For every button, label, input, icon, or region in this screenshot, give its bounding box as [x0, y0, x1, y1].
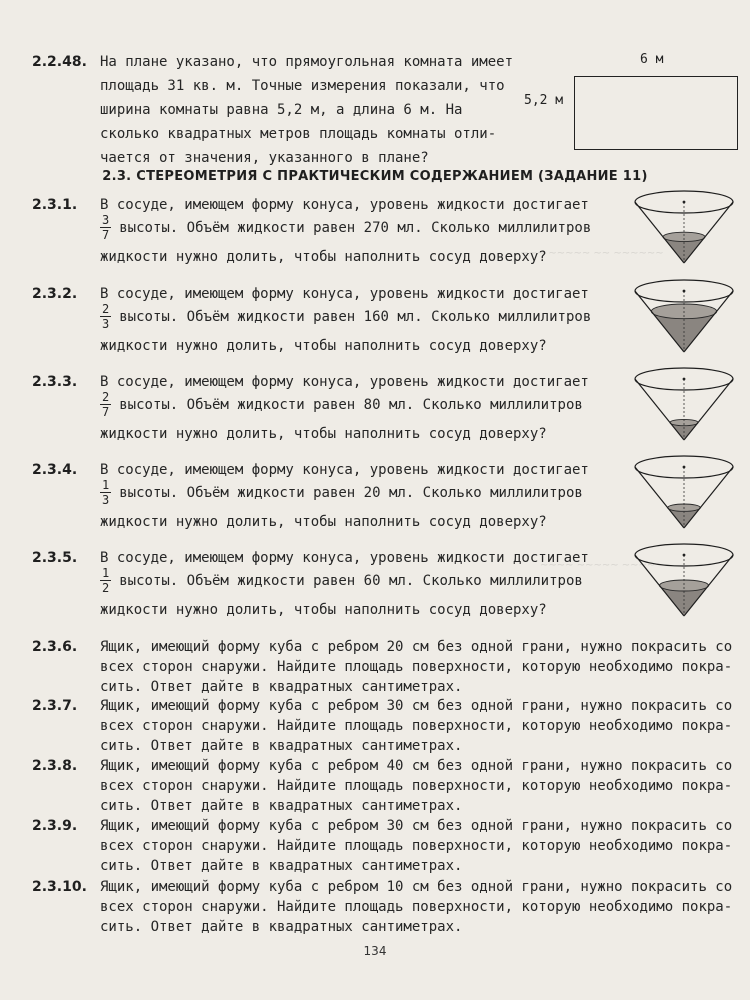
text-line: В сосуде, имеющем форму конуса, уровень жидкости достигает — [100, 286, 589, 302]
fraction-line — [100, 566, 589, 598]
height-fraction — [100, 566, 111, 595]
text-line: сить. Ответ дайте в квадратных сантиметрах. — [100, 679, 463, 695]
bleed-through: ~~~ ~~~~~ ~~ ~~~~~~ — [520, 248, 664, 259]
fraction-numerator: 1 — [102, 478, 110, 492]
text-line: Ящик, имеющий форму куба с ребром 30 см без одной грани, нужно покрасить со — [100, 818, 733, 834]
text-line: сить. Ответ дайте в квадратных сантиметрах. — [100, 798, 463, 814]
text-line: Ящик, имеющий форму куба с ребром 10 см без одной грани, нужно покрасить со — [100, 879, 733, 895]
fraction-denominator: 3 — [102, 493, 110, 507]
text-line: жидкости нужно долить, чтобы наполнить сосуд доверху? — [100, 249, 547, 265]
problem-number: 2.3.3. — [32, 374, 78, 390]
text-line: В сосуде, имеющем форму конуса, уровень жидкости достигает — [100, 374, 589, 390]
height-fraction — [100, 478, 111, 507]
text-line: площадь 31 кв. м. Точные измерения показали, что — [100, 78, 505, 94]
text-line: Ящик, имеющий форму куба с ребром 30 см без одной грани, нужно покрасить со — [100, 698, 733, 714]
text-line: На плане указано, что прямоугольная комната имеет — [100, 54, 514, 70]
text-line: высоты. Объём жидкости равен 20 мл. Сколько миллилитров — [119, 484, 583, 501]
text-line: сколько квадратных метров площадь комнаты отли- — [100, 126, 497, 142]
problem-text — [100, 696, 732, 756]
text-line: В сосуде, имеющем форму конуса, уровень жидкости достигает — [100, 550, 589, 566]
height-fraction — [100, 390, 111, 419]
problem-text — [100, 816, 732, 876]
text-line: Ящик, имеющий форму куба с ребром 20 см без одной грани, нужно покрасить со — [100, 639, 733, 655]
fraction-numerator: 2 — [102, 390, 110, 404]
problem-text — [100, 877, 732, 937]
liquid-surface — [660, 580, 709, 591]
text-line: жидкости нужно долить, чтобы наполнить сосуд доверху? — [100, 602, 547, 618]
text-line: жидкости нужно долить, чтобы наполнить сосуд доверху? — [100, 338, 547, 354]
problem-text — [100, 458, 589, 534]
fraction-line — [100, 213, 592, 245]
text-line: высоты. Объём жидкости равен 270 мл. Сколько миллилитров — [119, 219, 592, 236]
problem-text — [100, 370, 589, 446]
page-number: 134 — [363, 944, 387, 958]
problem-number: 2.3.7. — [32, 698, 78, 714]
text-line: ширина комнаты равна 5,2 м, а длина 6 м. На — [100, 102, 463, 118]
problem-number: 2.3.5. — [32, 550, 78, 566]
problem-number: 2.3.1. — [32, 197, 78, 213]
cone-center-point — [683, 554, 686, 557]
cone-center-point — [683, 466, 686, 469]
problem-number: 2.3.4. — [32, 462, 78, 478]
problem-number: 2.3.2. — [32, 286, 78, 302]
cone-vessel-figure — [632, 455, 736, 531]
room-width-label: 5,2 м — [524, 93, 564, 108]
text-line: всех сторон снаружи. Найдите площадь поверхности, которую необходимо покра- — [100, 778, 733, 794]
fraction-denominator: 7 — [102, 228, 110, 242]
cone-vessel-figure — [632, 543, 736, 619]
text-line: В сосуде, имеющем форму конуса, уровень жидкости достигает — [100, 462, 589, 478]
height-fraction — [100, 213, 111, 242]
text-line: сить. Ответ дайте в квадратных сантиметрах. — [100, 738, 463, 754]
height-fraction — [100, 302, 111, 331]
text-line: жидкости нужно долить, чтобы наполнить сосуд доверху? — [100, 426, 547, 442]
liquid-surface — [663, 232, 705, 241]
room-plan-rectangle — [574, 76, 738, 150]
cone-vessel-figure — [632, 279, 736, 355]
fraction-line — [100, 478, 589, 510]
fraction-numerator: 3 — [102, 213, 110, 227]
fraction-line — [100, 302, 592, 334]
room-length-label: 6 м — [640, 52, 664, 67]
problem-number: 2.2.48. — [32, 54, 87, 70]
text-line: всех сторон снаружи. Найдите площадь поверхности, которую необходимо покра- — [100, 899, 733, 915]
text-line: В сосуде, имеющем форму конуса, уровень жидкости достигает — [100, 197, 589, 213]
fraction-denominator: 2 — [102, 581, 110, 595]
cone-center-point — [683, 290, 686, 293]
text-line: всех сторон снаружи. Найдите площадь поверхности, которую необходимо покра- — [100, 718, 733, 734]
problem-text — [100, 756, 732, 816]
text-line: всех сторон снаружи. Найдите площадь поверхности, которую необходимо покра- — [100, 659, 733, 675]
problem-text — [100, 50, 513, 170]
problem-text — [100, 282, 591, 358]
bleed-through: ~~~~ ~~~~~ ~~~~ — [540, 560, 656, 571]
text-line: жидкости нужно долить, чтобы наполнить сосуд доверху? — [100, 514, 547, 530]
text-line: сить. Ответ дайте в квадратных сантиметрах. — [100, 919, 463, 935]
problem-number: 2.3.8. — [32, 758, 78, 774]
cone-vessel-figure — [632, 190, 736, 266]
fraction-numerator: 2 — [102, 302, 110, 316]
fraction-denominator: 7 — [102, 405, 110, 419]
problem-text — [100, 546, 589, 622]
problem-number: 2.3.6. — [32, 639, 78, 655]
text-line: всех сторон снаружи. Найдите площадь поверхности, которую необходимо покра- — [100, 838, 733, 854]
problem-number: 2.3.10. — [32, 879, 87, 895]
cone-vessel-figure — [632, 367, 736, 443]
fraction-denominator: 3 — [102, 317, 110, 331]
problem-number: 2.3.9. — [32, 818, 78, 834]
text-line: сить. Ответ дайте в квадратных сантиметрах. — [100, 858, 463, 874]
text-line: высоты. Объём жидкости равен 80 мл. Сколько миллилитров — [119, 396, 583, 413]
cone-center-point — [683, 201, 686, 204]
section-title: 2.3. СТЕРЕОМЕТРИЯ С ПРАКТИЧЕСКИМ СОДЕРЖАНИЕМ (ЗАДАНИЕ 11) — [102, 169, 648, 184]
text-line: высоты. Объём жидкости равен 60 мл. Сколько миллилитров — [119, 572, 583, 589]
text-line: чается от значения, указанного в плане? — [100, 150, 429, 166]
fraction-line — [100, 390, 589, 422]
problem-text — [100, 193, 591, 269]
text-line: высоты. Объём жидкости равен 160 мл. Сколько миллилитров — [119, 308, 592, 325]
fraction-numerator: 1 — [102, 566, 110, 580]
problem-text — [100, 637, 732, 697]
text-line: Ящик, имеющий форму куба с ребром 40 см без одной грани, нужно покрасить со — [100, 758, 733, 774]
cone-center-point — [683, 378, 686, 381]
